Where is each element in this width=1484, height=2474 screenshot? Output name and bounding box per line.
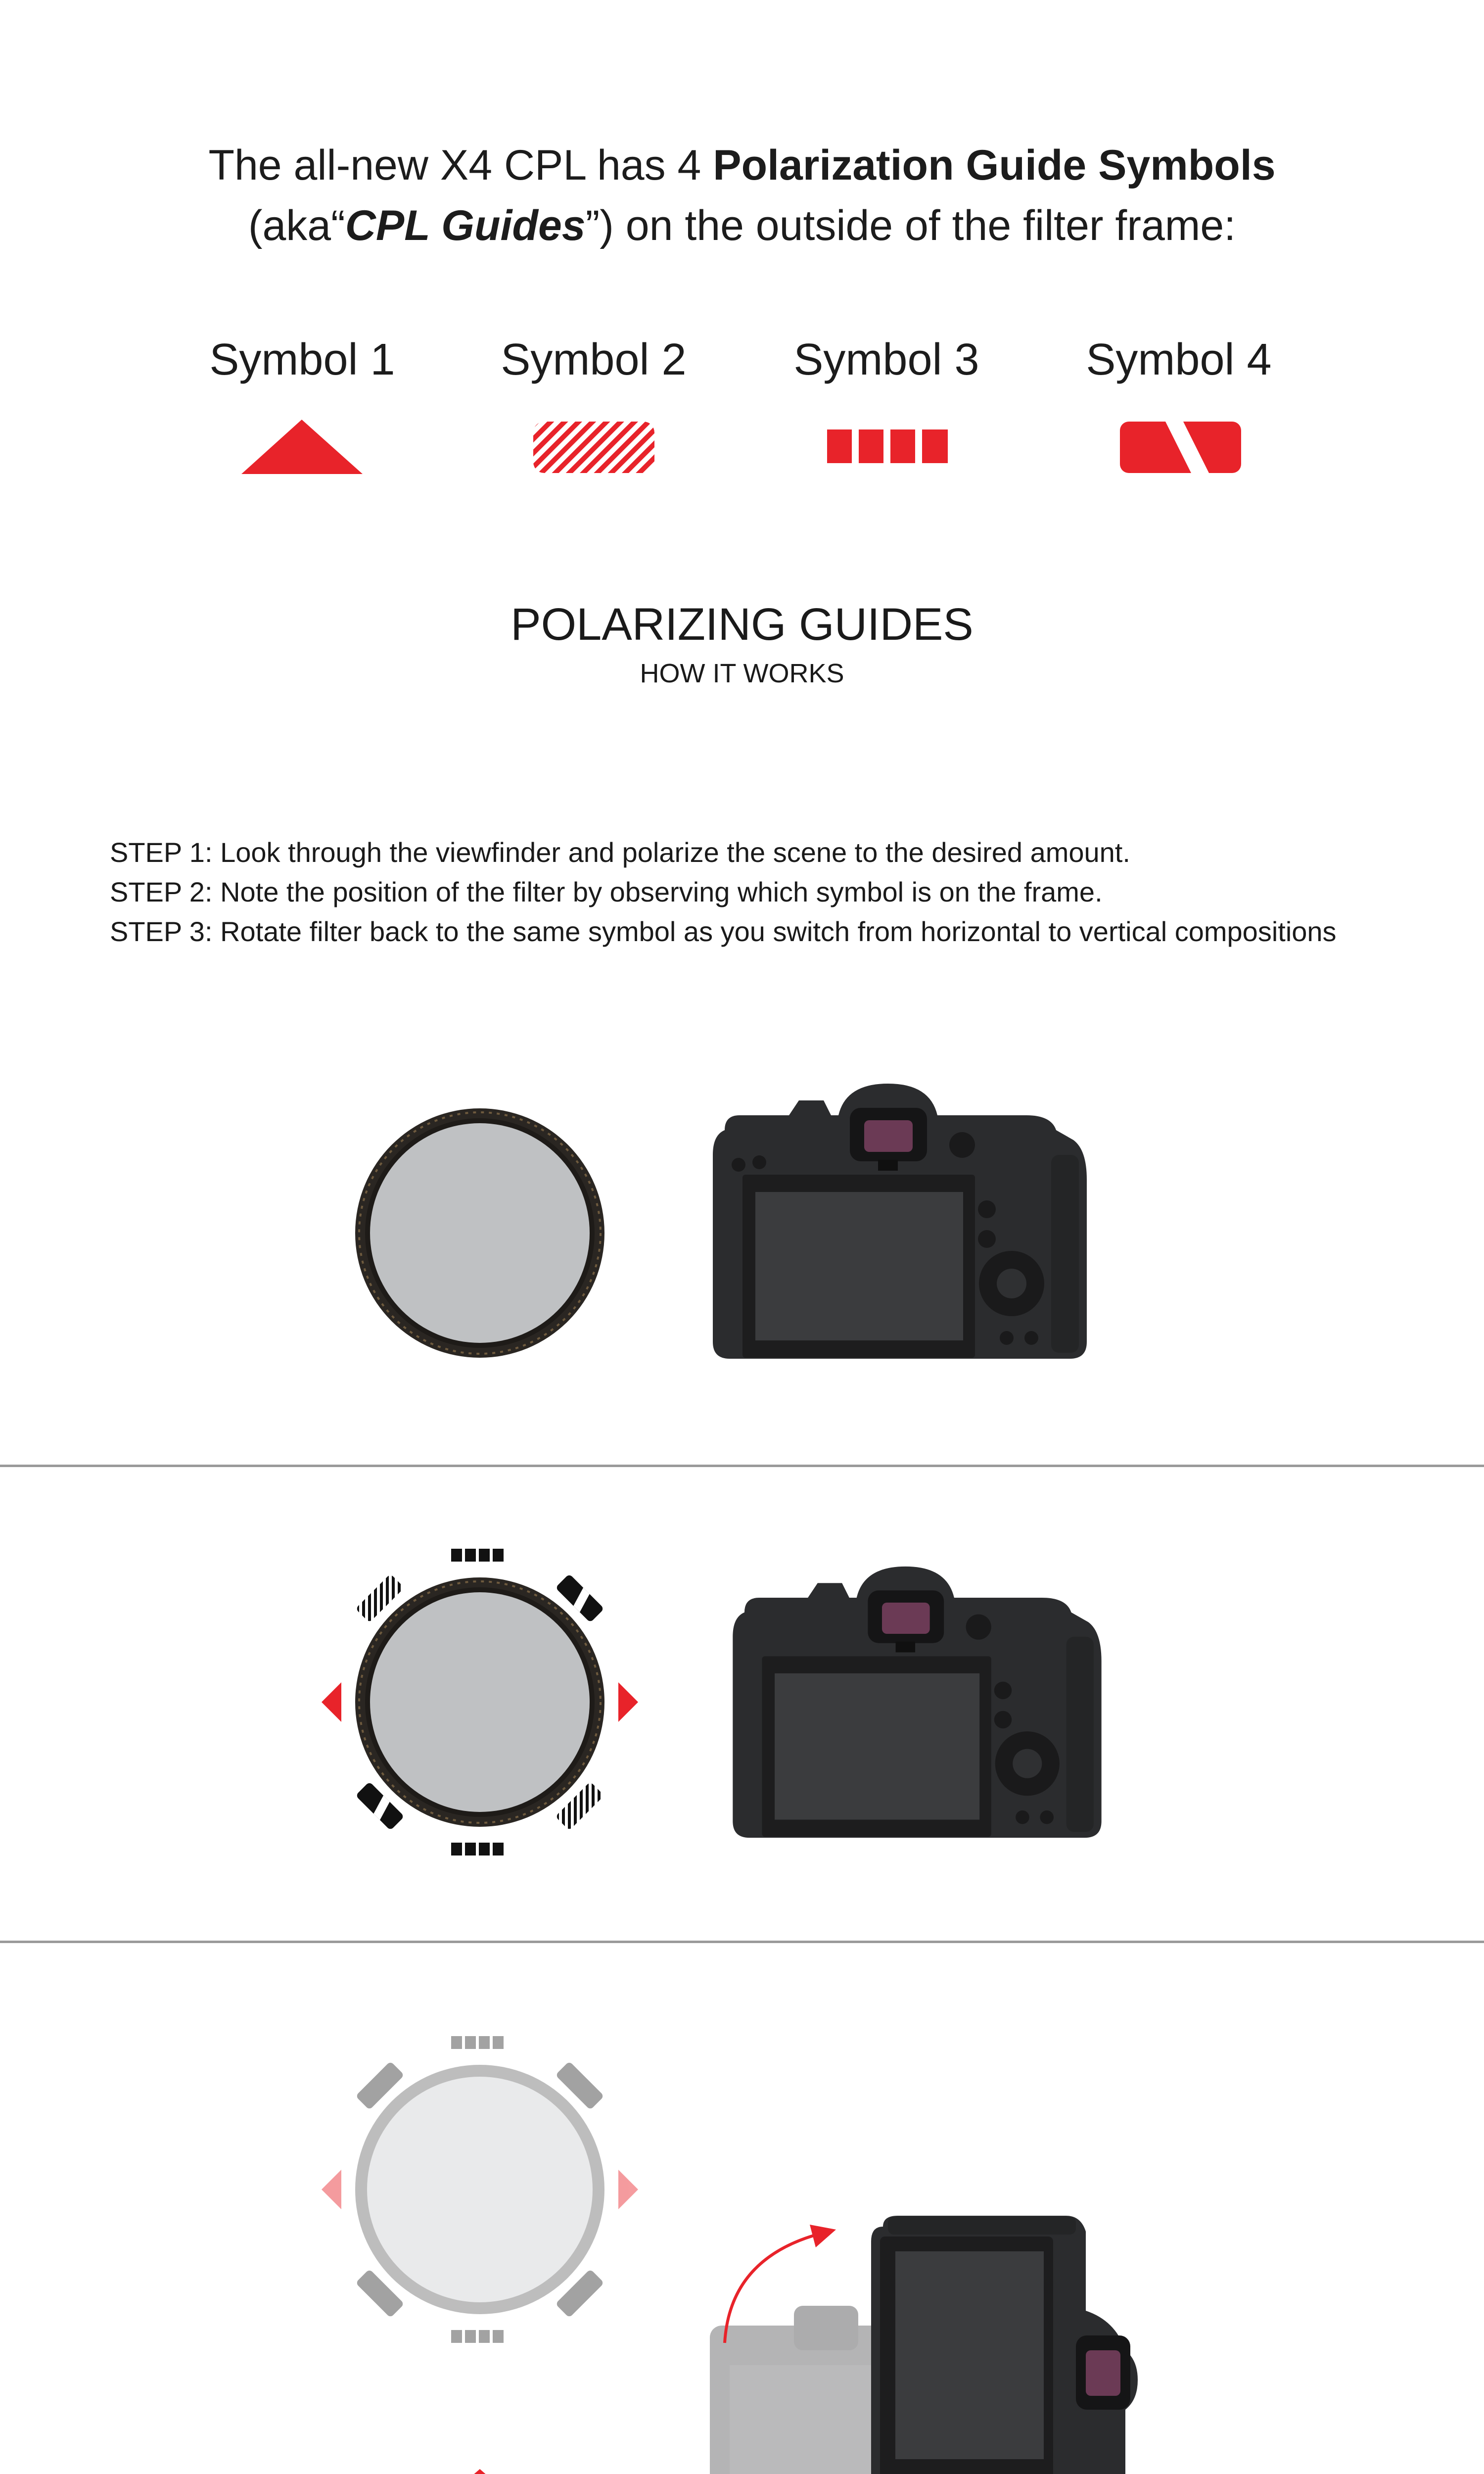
camera-back-image <box>727 1564 1106 1841</box>
striped-rect-icon <box>533 422 654 473</box>
headline-text: ”) on the outside of the filter frame: <box>585 202 1236 249</box>
split-rect-icon <box>1120 422 1241 473</box>
headline-line-1 <box>0 134 1484 197</box>
rotate-arrow-icon <box>720 2222 838 2345</box>
section-subtitle: HOW IT WORKS <box>640 659 844 688</box>
headline-bolditalic-text: CPL Guides <box>345 202 586 249</box>
cpl-filter-with-guides-image <box>322 1549 638 1856</box>
headline-text: The all-new X4 CPL has 4 <box>208 142 713 189</box>
symbol-1-label: Symbol 1 <box>209 335 395 384</box>
cpl-filter-vertical-image <box>322 2469 638 2474</box>
step-2-text: STEP 2: Note the position of the filter by observing which symbol is on the frame. <box>110 876 1103 907</box>
step-3-text: STEP 3: Rotate filter back to the same symbol as you switch from horizontal to vertical compositions <box>110 916 1337 947</box>
four-squares-icon <box>827 429 948 463</box>
section-divider-1 <box>0 1465 1484 1467</box>
headline-text: (aka“ <box>248 202 345 249</box>
cpl-filter-image <box>351 1104 608 1362</box>
headline-bold-text: Polarization Guide Symbols <box>713 142 1276 189</box>
symbol-2-label: Symbol 2 <box>501 335 687 384</box>
camera-vertical-image <box>868 2212 1145 2474</box>
camera-back-image <box>710 1081 1088 1362</box>
symbol-3-label: Symbol 3 <box>793 335 979 384</box>
symbol-4-label: Symbol 4 <box>1086 335 1272 384</box>
faded-filter-horizontal-image <box>322 2036 638 2343</box>
section-divider-2 <box>0 1941 1484 1943</box>
section-title: POLARIZING GUIDES <box>510 599 974 650</box>
triangle-icon <box>241 420 363 474</box>
step-1-text: STEP 1: Look through the viewfinder and polarize the scene to the desired amount. <box>110 837 1130 868</box>
headline-line-2 <box>0 194 1484 257</box>
